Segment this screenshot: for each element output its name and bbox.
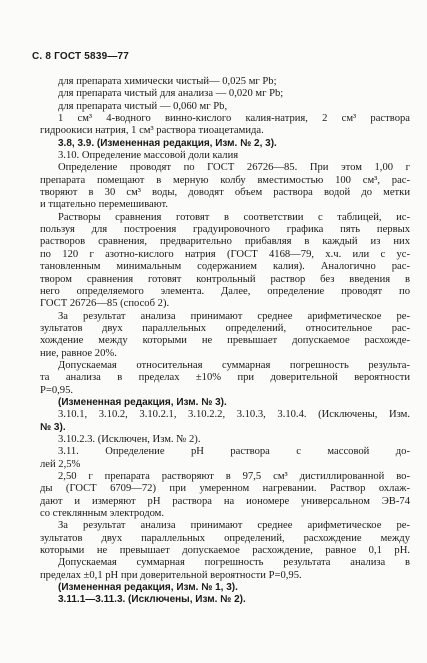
text-line: твором сравнения готовят контрольный раствор без введения в — [40, 273, 410, 285]
text-line: творяют в 30 см³ воды, доводят объем раствора водой до метки — [40, 187, 410, 199]
text-line: пределах ±0,1 pH при доверительной вероятности P=0,95. — [40, 569, 302, 581]
text-line: хождение между которыми не превышает допускаемое расхожде- — [40, 335, 410, 347]
text-line: Допускаемая суммарная погрешность результата анализа в — [58, 557, 410, 569]
text-line: За результат анализа принимают среднее арифметическое ре- — [58, 310, 410, 322]
text-line: для препарата чистый — 0,060 мг Pb, — [58, 100, 228, 112]
page-header: С. 8 ГОСТ 5839—77 — [32, 51, 130, 62]
text-line: Растворы сравнения готовят в соответствии с таблицей, ис- — [58, 211, 410, 223]
text-line: ды (ГОСТ 6709—72) при умеренном нагревании. Раствор охлаж- — [40, 483, 410, 495]
section-heading: 3.10. Определение массовой доли калия — [58, 150, 239, 162]
amendment-note: (Измененная редакция, Изм. № 1, 3). — [58, 582, 238, 594]
text-line: со стеклянным электродом. — [40, 508, 165, 520]
text-line: гидроокиси натрия, 1 см³ раствора тиоацетамида. — [40, 125, 264, 137]
text-line: растворов сравнения, предварительно прибавляя в каждый из них — [40, 236, 410, 248]
text-line: Определение проводят по ГОСТ 26726—85. При этом 1,00 г — [58, 162, 410, 174]
body-text — [40, 76, 410, 607]
section-heading: 3.11. Определение pH раствора с массовой до- — [58, 446, 410, 458]
amendment-note: № 3). — [40, 421, 66, 433]
text-line: тановленным минимальным содержанием калия). Аналогично рас- — [40, 261, 410, 273]
amendment-note: 3.8, 3.9. (Измененная редакция, Изм. № 2, 3). — [58, 137, 277, 149]
text-line: та анализа в пределах ±10% при доверительной вероятности — [40, 372, 410, 384]
section-heading: лей 2,5% — [40, 458, 81, 470]
text-line: него определяемого элемента. Далее, определение проводят по — [40, 285, 410, 297]
text-line: зультатов двух параллельных определений, относительное рас- — [40, 322, 410, 334]
text-line: для препарата чистый для анализа — 0,020 мг Pb; — [58, 88, 284, 100]
text-line: препарата помещают в мерную колбу вместимостью 100 см³, рас- — [40, 174, 410, 186]
text-line: зультатов двух параллельных определений, расхождение между — [40, 532, 410, 544]
text-line: 3.10.1, 3.10.2, 3.10.2.1, 3.10.2.2, 3.10.3, 3.10.4. (Исключены, Изм. — [58, 409, 410, 421]
amendment-note: (Измененная редакция, Изм. № 3). — [58, 396, 227, 408]
text-line: 2,50 г препарата растворяют в 97,5 см³ дистиллированной во- — [58, 471, 410, 482]
text-line: За результат анализа принимают среднее арифметическое ре- — [58, 520, 410, 532]
text-line: по 120 г азотно-кислого натрия (ГОСТ 4168—79, х.ч. или с ус- — [40, 248, 410, 260]
text-line: P=0,95. — [40, 384, 74, 396]
text-line: пользуя для построения градуировочного графика пять первых — [40, 224, 410, 236]
text-line: Допускаемая относительная суммарная погрешность результа- — [58, 359, 410, 371]
text-line: 3.10.2.3. (Исключен, Изм. № 2). — [58, 433, 201, 445]
text-line: которыми не превышает допускаемое расхождение, равное 0,1 pH. — [40, 545, 410, 557]
text-line: ГОСТ 26726—85 (способ 2). — [40, 298, 170, 310]
text-line: 1 см³ 4-водного винно-кислого калия-натрия, 2 см³ раствора — [58, 113, 410, 125]
text-line: ние, равное 20%. — [40, 347, 117, 359]
text-line: и тщательно перемешивают. — [40, 199, 169, 211]
text-line: дают и измеряют pH раствора на иономере универсальном ЭВ-74 — [40, 495, 410, 507]
text-line: для препарата химически чистый— 0,025 мг Pb; — [58, 76, 277, 87]
amendment-note: 3.11.1—3.11.3. (Исключены, Изм. № 2). — [58, 594, 246, 606]
